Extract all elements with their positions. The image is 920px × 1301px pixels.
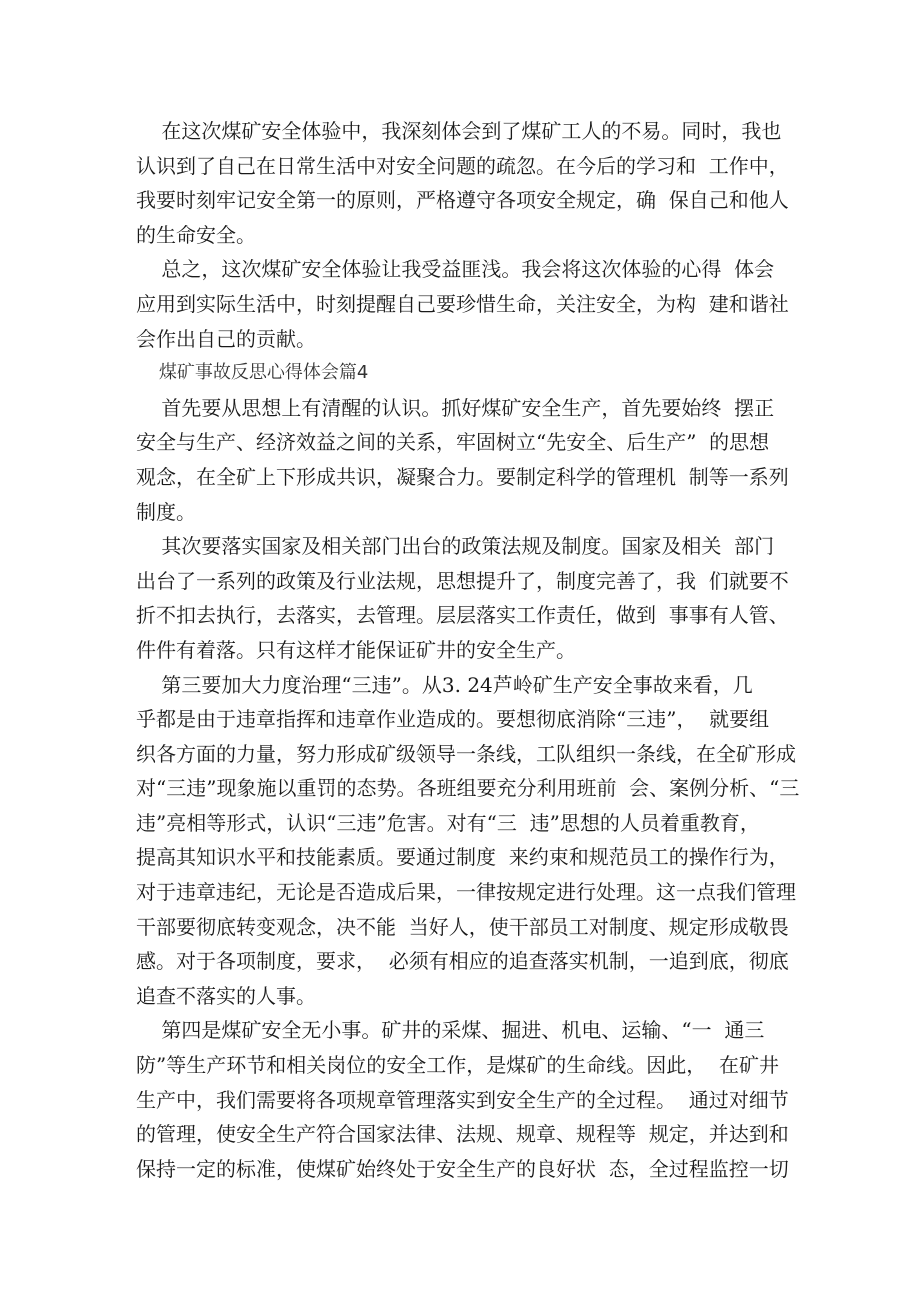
text-line: 首先要从思想上有清醒的认识。抓好煤矿安全生产，首先要始终 摆正: [136, 395, 775, 420]
paragraph: [136, 529, 796, 667]
text-line: 第三要加大力度治理“三违”。从3. 24芦岭矿生产安全事故来看，几: [136, 672, 753, 697]
text-line: 的生命安全。: [136, 222, 256, 247]
text-line: 第四是煤矿安全无小事。矿井的采煤、掘进、机电、运输、“一 通三: [136, 1018, 765, 1043]
section-heading: [136, 356, 796, 391]
paragraph: [136, 1013, 796, 1186]
text-line: 其次要落实国家及相关部门出台的政策法规及制度。国家及相关 部门: [136, 534, 775, 559]
text-line: 违”亮相等形式，认识“三违”危害。对有“三 违”思想的人员着重教育，: [136, 810, 760, 835]
text-line: 总之，这次煤矿安全体验让我受益匪浅。我会将这次体验的心得 体会: [136, 257, 775, 282]
text-line: 追查不落实的人事。: [136, 983, 316, 1008]
paragraph: [136, 391, 796, 529]
text-line: 提高其知识水平和技能素质。要通过制度 来约束和规范员工的操作行为，: [136, 845, 789, 870]
text-line: 安全与生产、经济效益之间的关系，牢固树立“先安全、后生产” 的思想: [136, 430, 770, 455]
text-line: 观念，在全矿上下形成共识，凝聚合力。要制定科学的管理机 制等一系列: [136, 464, 789, 489]
text-line: 织各方面的力量，努力形成矿级领导一条线，工队组织一条线，在全矿形成: [136, 741, 796, 766]
text-line: 防”等生产环节和相关岗位的安全工作，是煤矿的生命线。因此， 在矿井: [136, 1053, 779, 1078]
paragraph: [136, 668, 800, 1014]
text-line: 保持一定的标准，使煤矿始终处于安全生产的良好状 态，全过程监控一切: [136, 1156, 789, 1181]
text-line: 乎都是由于违章指挥和违章作业造成的。要想彻底消除“三违”， 就要组: [136, 707, 770, 732]
heading-text: 煤矿事故反思心得体会篇4: [136, 362, 369, 384]
text-line: 会作出自己的贡献。: [136, 326, 316, 351]
text-line: 干部要彻底转变观念，决不能 当好人，使干部员工对制度、规定形成敬畏: [136, 914, 789, 939]
text-line: 在这次煤矿安全体验中，我深刻体会到了煤矿工人的不易。同时，我也: [136, 119, 782, 143]
text-line: 对“三违”现象施以重罚的态势。各班组要充分利用班前 会、案例分析、“三: [136, 776, 800, 801]
text-line: 感。对于各项制度，要求， 必须有相应的追查落实机制，一追到底，彻底: [136, 949, 789, 974]
text-line: 认识到了自己在日常生活中对安全问题的疏忽。在今后的学习和 工作中，: [136, 153, 789, 178]
text-line: 制度。: [136, 499, 196, 524]
text-line: 生产中，我们需要将各项规章管理落实到安全生产的全过程。 通过对细节: [136, 1087, 789, 1112]
document-body: [136, 114, 800, 1186]
text-line: 件件有着落。只有这样才能保证矿井的安全生产。: [136, 637, 576, 662]
text-line: 我要时刻牢记安全第一的原则，严格遵守各项安全规定，确 保自己和他人: [136, 188, 789, 213]
text-line: 的管理，使安全生产符合国家法律、法规、规章、规程等 规定，并达到和: [136, 1122, 789, 1147]
paragraph: [136, 114, 796, 252]
text-line: 出台了一系列的政策及行业法规，思想提升了，制度完善了，我 们就要不: [136, 568, 789, 593]
text-line: 折不扣去执行，去落实，去管理。层层落实工作责任，做到 事事有人管、: [136, 603, 789, 628]
text-line: 应用到实际生活中，时刻提醒自己要珍惜生命，关注安全，为构 建和谐社: [136, 291, 789, 316]
text-line: 对于违章违纪，无论是否造成后果，一律按规定进行处理。这一点我们管理: [136, 880, 796, 905]
paragraph: [136, 252, 796, 356]
